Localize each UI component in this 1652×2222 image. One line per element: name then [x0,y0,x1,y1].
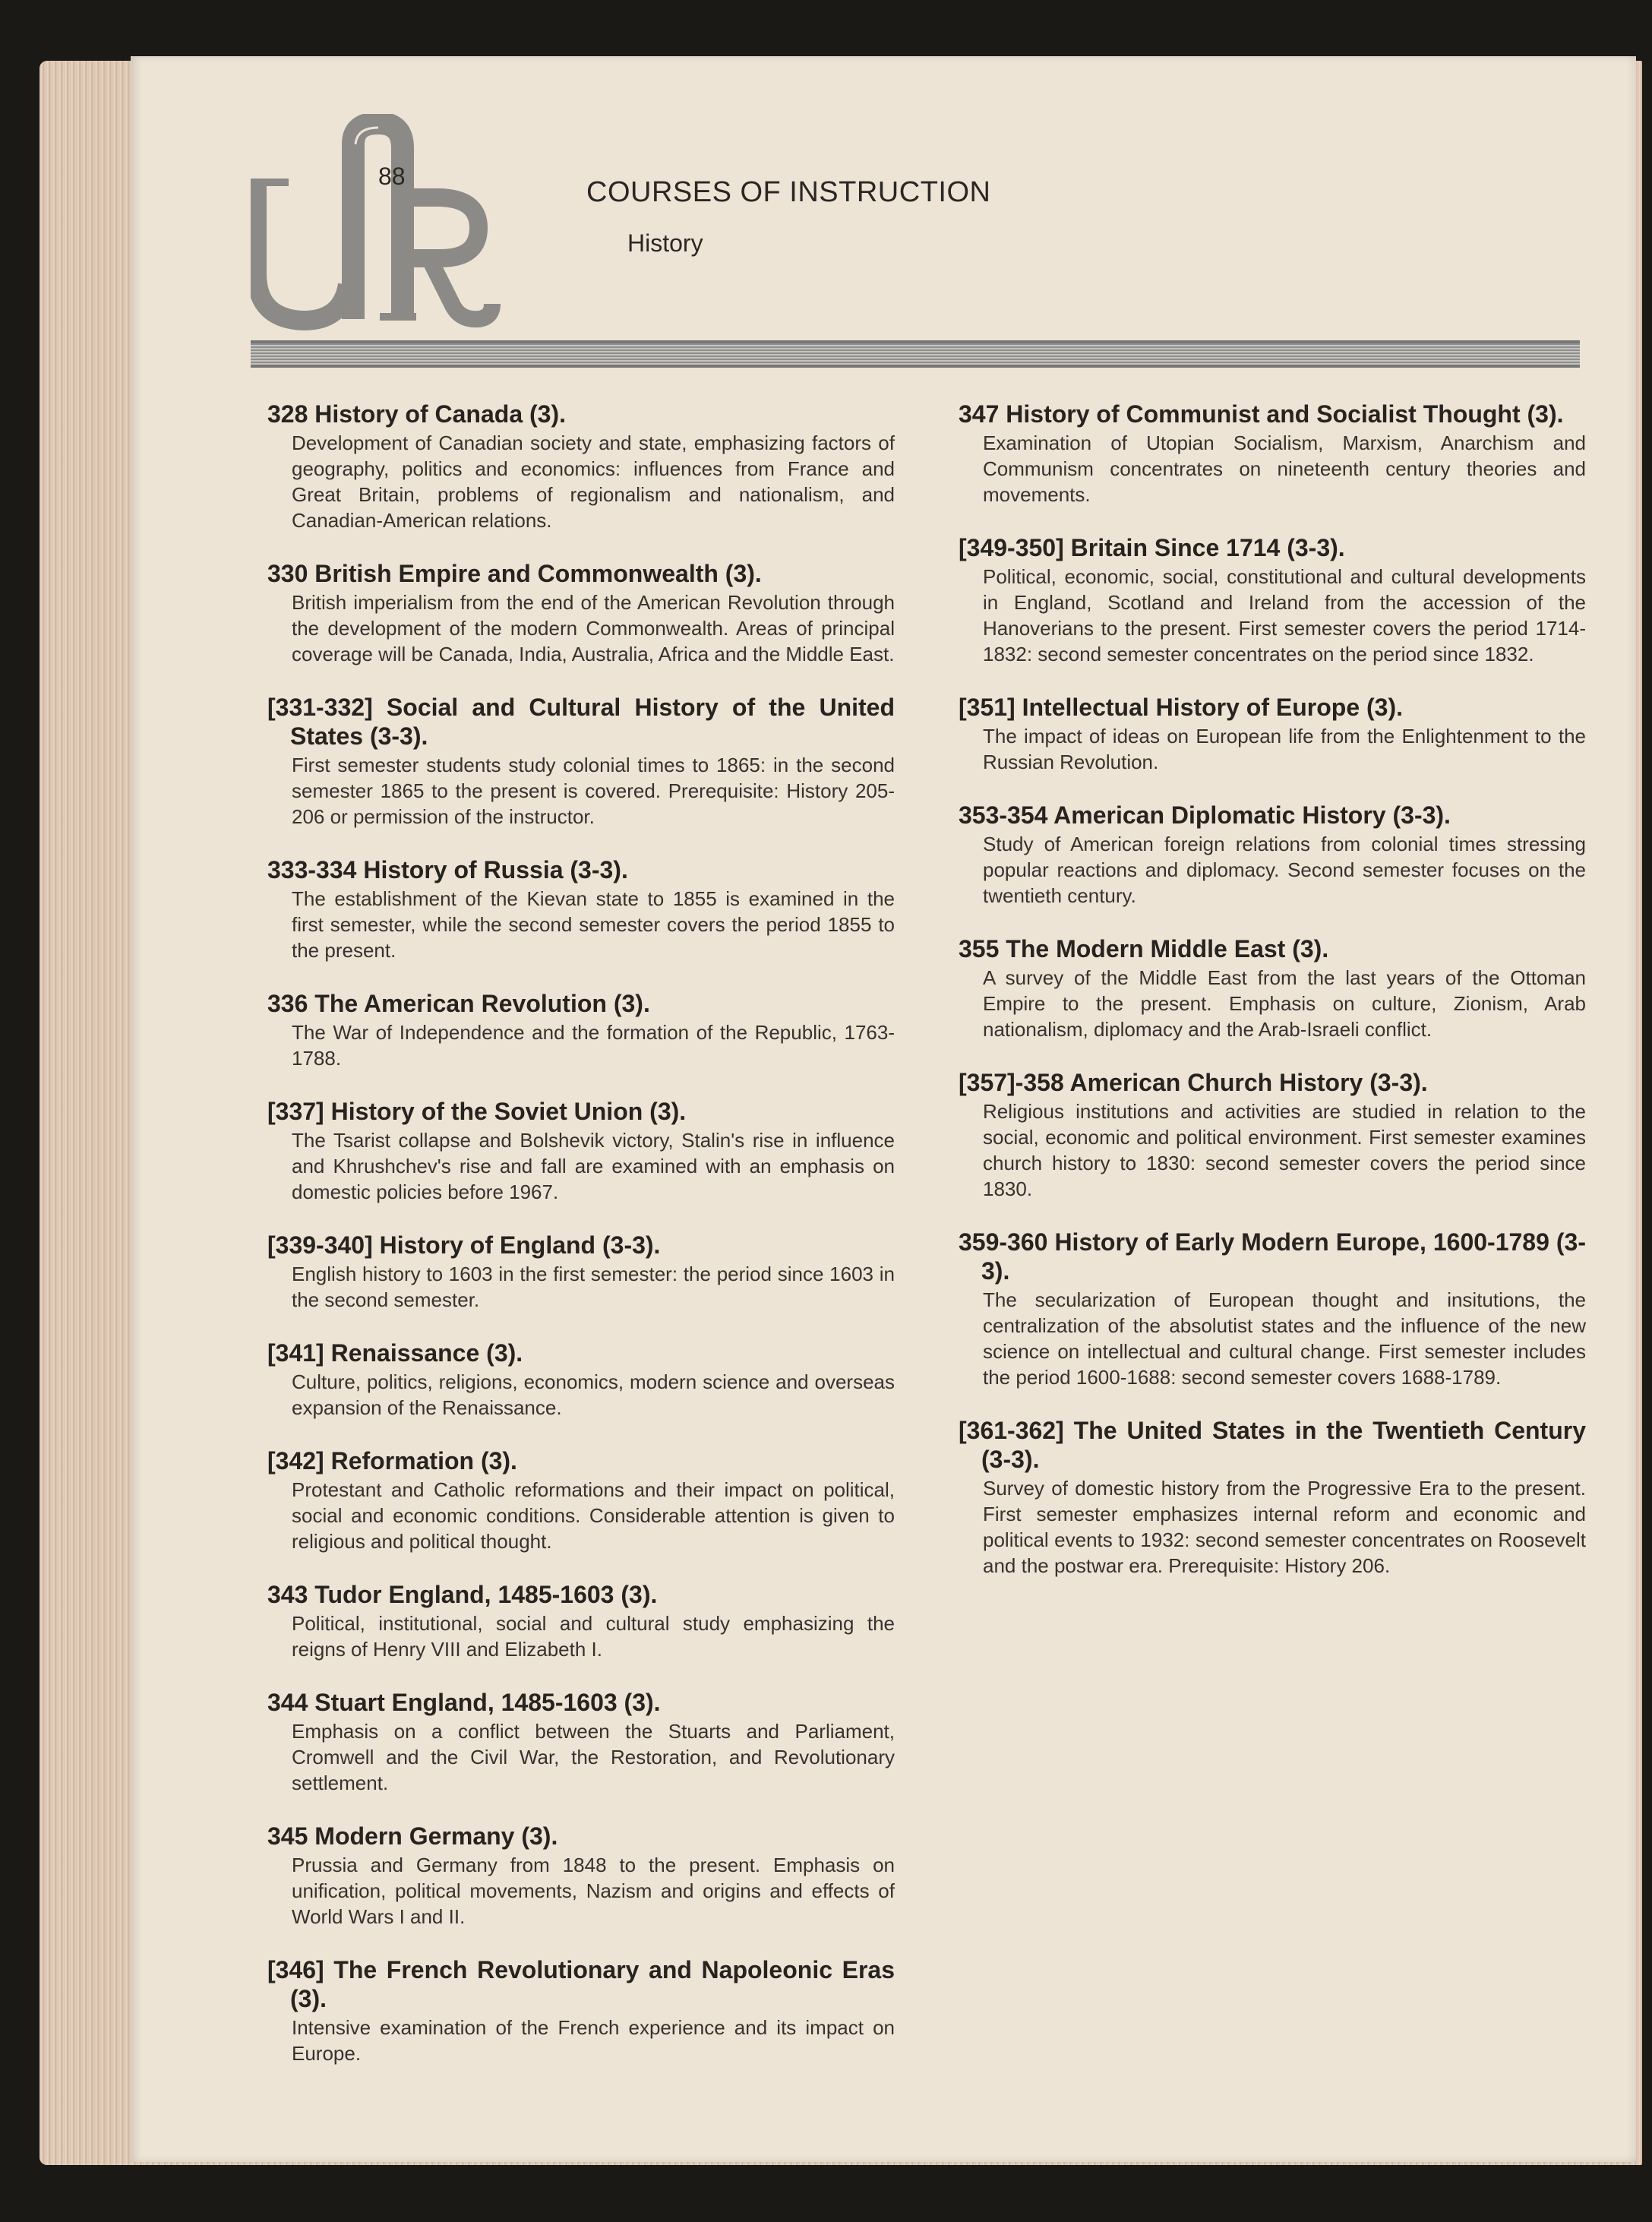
course-description: Survey of domestic history from the Progressive Era to the present. First semester emphasizes internal reform and economic and political events to 1932: second semester concentrates on Roosevelt and the postwar era. Prerequisite: History 206. [983,1477,1586,1577]
course-title: [337] History of the Soviet Union (3). [267,1098,687,1125]
course-345 [267,1822,895,1930]
course-344 [267,1688,895,1796]
course-description: Prussia and Germany from 1848 to the present. Emphasis on unification, political movements, Nazism and origins and effects of World Wars I and II. [292,1854,895,1928]
course-353-354 [959,801,1586,909]
course-331-332 [267,693,895,830]
course-328 [267,400,895,533]
course-title: [341] Renaissance (3). [267,1339,523,1367]
header-rule [251,340,1580,368]
course-description: The secularization of European thought and insitutions, the centralization of the absolutist states and the influence of the new science on intellectual and cultural change. First semester includes the period 1600-1688: second semester covers 1688-1789. [983,1288,1586,1389]
course-title: 344 Stuart England, 1485-1603 (3). [267,1689,661,1716]
course-title: [351] Intellectual History of Europe (3). [959,694,1403,721]
course-description: Study of American foreign relations from colonial times stressing popular reactions and diplomacy. Second semester focuses on the twentieth century. [983,833,1586,907]
course-description: British imperialism from the end of the American Revolution through the development of the modern Commonwealth. Areas of principal coverage will be Canada, India, Australia, Africa and the Middle East. [292,591,895,665]
course-description: The impact of ideas on European life from the Enlightenment to the Russian Revolution. [983,725,1586,773]
course-361-362 [959,1416,1586,1579]
right-column [959,400,1586,1604]
course-description: Examination of Utopian Socialism, Marxism, Anarchism and Communism concentrates on nineteenth century theories and movements. [983,431,1586,506]
course-title: 330 British Empire and Commonwealth (3). [267,560,762,587]
course-description: Development of Canadian society and state, emphasizing factors of geography, politics and economics: influences from France and Great Britain, problems of regionalism and nationalism, and Canadian-American relations. [292,431,895,532]
course-description: English history to 1603 in the first semester: the period since 1603 in the second semester. [292,1263,895,1311]
course-description: The War of Independence and the formation of the Republic, 1763-1788. [292,1021,895,1070]
course-title: [346] The French Revolutionary and Napoleonic Eras (3). [267,1956,895,2012]
course-342 [267,1446,895,1554]
course-title: 353-354 American Diplomatic History (3-3). [959,801,1451,829]
course-description: First semester students study colonial times to 1865: in the second semester 1865 to the present is covered. Prerequisite: History 205-206 or permission of the instructor. [292,754,895,828]
course-341 [267,1339,895,1421]
course-title: 347 History of Communist and Socialist Thought (3). [959,400,1564,428]
course-title: [357]-358 American Church History (3-3). [959,1069,1428,1096]
course-351 [959,693,1586,775]
course-333-334 [267,855,895,963]
course-description: A survey of the Middle East from the last years of the Ottoman Empire to the present. Emphasis on culture, Zionism, Arab nationalism, diplomacy and the Arab-Israeli conflict. [983,966,1586,1041]
course-title: 355 The Modern Middle East (3). [959,935,1329,962]
course-title: [349-350] Britain Since 1714 (3-3). [959,534,1345,561]
course-346 [267,1955,895,2066]
course-title: 343 Tudor England, 1485-1603 (3). [267,1581,658,1608]
course-title: [342] Reformation (3). [267,1447,517,1474]
course-title: 345 Modern Germany (3). [267,1822,558,1850]
subsection-heading: History [627,229,703,257]
course-347 [959,400,1586,507]
course-349-350 [959,533,1586,667]
course-title: [331-332] Social and Cultural History of the United States (3-3). [267,694,895,750]
course-343 [267,1580,895,1662]
course-339-340 [267,1231,895,1313]
course-description: Intensive examination of the French experience and its impact on Europe. [292,2016,895,2065]
course-336 [267,989,895,1071]
course-description: Culture, politics, religions, economics, modern science and overseas expansion of the Renaissance. [292,1370,895,1419]
course-title: [361-362] The United States in the Twentieth Century (3-3). [959,1417,1586,1473]
course-355 [959,934,1586,1042]
university-logo [251,114,554,334]
left-column [267,400,895,2092]
course-description: Political, economic, social, constitutional and cultural developments in England, Scotland and Ireland from the accession of the Hanoverians to the present. First semester covers the period 1714-1832: second semester concentrates on the period since 1832. [983,565,1586,665]
course-359-360 [959,1228,1586,1390]
course-description: The Tsarist collapse and Bolshevik victory, Stalin's rise in influence and Khrushchev's rise and fall are examined with an emphasis on domestic policies before 1967. [292,1129,895,1203]
course-description: Political, institutional, social and cultural study emphasizing the reigns of Henry VIII and Elizabeth I. [292,1612,895,1661]
course-title: 336 The American Revolution (3). [267,990,650,1017]
section-heading: COURSES OF INSTRUCTION [586,176,991,208]
course-330 [267,559,895,667]
course-description: The establishment of the Kievan state to 1855 is examined in the first semester, while the second semester covers the period 1855 to the present. [292,887,895,962]
course-title: 359-360 History of Early Modern Europe, 1600-1789 (3-3). [959,1228,1586,1285]
page-number: 88 [378,163,406,190]
page-shading [1627,56,1636,2162]
course-description: Emphasis on a conflict between the Stuarts and Parliament, Cromwell and the Civil War, the Restoration, and Revolutionary settlement. [292,1720,895,1794]
course-title: 328 History of Canada (3). [267,400,566,428]
course-description: Religious institutions and activities are studied in relation to the social, economic and political environment. First semester examines church history to 1830: second semester covers the period since 1830. [983,1100,1586,1200]
course-title: [339-340] History of England (3-3). [267,1231,661,1259]
course-357-358 [959,1068,1586,1202]
course-description: Protestant and Catholic reformations and their impact on political, social and economic conditions. Considerable attention is given to religious and political thought. [292,1478,895,1553]
course-title: 333-334 History of Russia (3-3). [267,856,628,883]
course-337 [267,1097,895,1205]
